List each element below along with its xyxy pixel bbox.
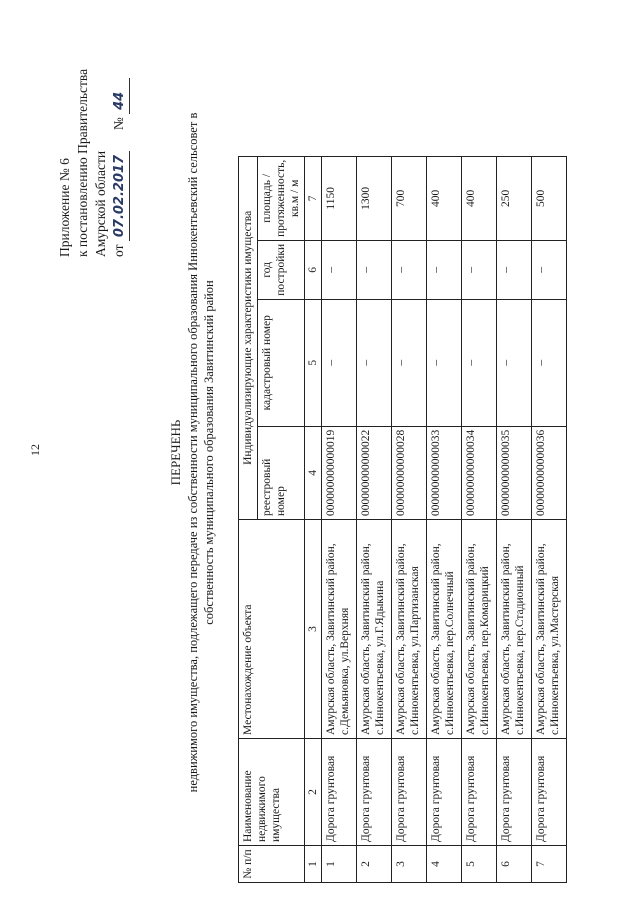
cell-name: Дорога грунтовая — [497, 739, 532, 846]
page-number: 12 — [28, 444, 42, 456]
cell-name: Дорога грунтовая — [392, 739, 427, 846]
cell-num: 5 — [462, 846, 497, 883]
cell-area: 400 — [462, 156, 497, 240]
column-number: 1 — [305, 846, 322, 883]
cell-cadastral: – — [357, 299, 392, 426]
title-line-2: собственность муниципального образования Завитинский район — [202, 280, 216, 625]
cell-area: 400 — [427, 156, 462, 240]
cell-num: 7 — [532, 846, 567, 883]
header-cadastral: кадастровый номер — [258, 299, 305, 426]
table-row — [357, 156, 392, 882]
table-row — [427, 156, 462, 882]
appendix-date-line — [110, 69, 130, 257]
cell-registry: 000000000000034 — [462, 426, 497, 519]
cell-area: 1150 — [322, 156, 357, 240]
cell-location: Амурская область, Завитинский район, с.Иннокентьевка, ул.Партизанская — [392, 520, 427, 739]
appendix-block — [56, 69, 130, 257]
table-row — [532, 156, 567, 882]
cell-area: 1300 — [357, 156, 392, 240]
cell-cadastral: – — [392, 299, 427, 426]
cell-location: Амурская область, Завитинский район, с.Иннокентьевка, ул.Мастерская — [532, 520, 567, 739]
cell-num: 2 — [357, 846, 392, 883]
cell-name: Дорога грунтовая — [322, 739, 357, 846]
column-number: 6 — [305, 240, 322, 299]
cell-name: Дорога грунтовая — [357, 739, 392, 846]
column-number: 2 — [305, 739, 322, 846]
table-row — [322, 156, 357, 882]
cell-num: 1 — [322, 846, 357, 883]
cell-registry: 000000000000022 — [357, 426, 392, 519]
header-characteristics: Индивидуализирующие характеристики имущества — [239, 156, 258, 519]
cell-location: Амурская область, Завитинский район, с.Иннокентьевка, ул.Г.Ядыкина — [357, 520, 392, 739]
column-number: 3 — [305, 520, 322, 739]
cell-location: Амурская область, Завитинский район, с.Демьяновка, ул.Верхняя — [322, 520, 357, 739]
number-prefix: № — [111, 117, 126, 131]
cell-registry: 000000000000033 — [427, 426, 462, 519]
column-number: 4 — [305, 426, 322, 519]
cell-area: 500 — [532, 156, 567, 240]
property-table — [238, 156, 567, 883]
cell-location: Амурская область, Завитинский район, с.Иннокентьевка, пер.Солнечный — [427, 520, 462, 739]
cell-location: Амурская область, Завитинский район, с.Иннокентьевка, пер.Стадионный — [497, 520, 532, 739]
cell-name: Дорога грунтовая — [462, 739, 497, 846]
cell-registry: 000000000000035 — [497, 426, 532, 519]
appendix-title: Приложение № 6 — [57, 158, 72, 257]
cell-cadastral: – — [427, 299, 462, 426]
cell-cadastral: – — [322, 299, 357, 426]
cell-num: 6 — [497, 846, 532, 883]
cell-year: – — [392, 240, 427, 299]
table-header-row — [239, 156, 258, 882]
cell-year: – — [462, 240, 497, 299]
table-row — [392, 156, 427, 882]
cell-registry: 000000000000019 — [322, 426, 357, 519]
handwritten-date: 07.02.2017 — [111, 151, 130, 241]
header-registry: реестровый номер — [258, 426, 305, 519]
cell-num: 4 — [427, 846, 462, 883]
appendix-region-line: Амурской области — [93, 150, 108, 257]
cell-area: 250 — [497, 156, 532, 240]
table-row — [462, 156, 497, 882]
cell-num: 3 — [392, 846, 427, 883]
header-num: № п/п — [239, 846, 305, 883]
column-number: 7 — [305, 156, 322, 240]
title-line-1: недвижимого имущества, подлежащего передаче из собственности муниципального образования Иннокентьевский сельсовет в — [186, 112, 200, 793]
cell-cadastral: – — [532, 299, 567, 426]
header-area: площадь / протяженность, кв.м / м — [258, 156, 305, 240]
handwritten-number: 44 — [111, 78, 130, 114]
header-year: год постройки — [258, 240, 305, 299]
cell-name: Дорога грунтовая — [427, 739, 462, 846]
cell-year: – — [532, 240, 567, 299]
date-prefix: от — [111, 244, 126, 257]
cell-registry: 000000000000028 — [392, 426, 427, 519]
cell-location: Амурская область, Завитинский район, с.Иннокентьевка, пер.Комарицкий — [462, 520, 497, 739]
cell-year: – — [497, 240, 532, 299]
column-number: 5 — [305, 299, 322, 426]
header-location: Местонахождение объекта — [239, 520, 305, 739]
header-name: Наименование недвижимого имущества — [239, 739, 305, 846]
cell-cadastral: – — [497, 299, 532, 426]
document-title — [168, 0, 217, 905]
cell-year: – — [427, 240, 462, 299]
cell-name: Дорога грунтовая — [532, 739, 567, 846]
title-heading: ПЕРЕЧЕНЬ — [168, 419, 183, 486]
cell-year: – — [357, 240, 392, 299]
column-number-row — [305, 156, 322, 882]
cell-area: 700 — [392, 156, 427, 240]
appendix-resolution-line: к постановлению Правительства — [75, 68, 90, 257]
cell-cadastral: – — [462, 299, 497, 426]
table-row — [497, 156, 532, 882]
cell-registry: 000000000000036 — [532, 426, 567, 519]
cell-year: – — [322, 240, 357, 299]
